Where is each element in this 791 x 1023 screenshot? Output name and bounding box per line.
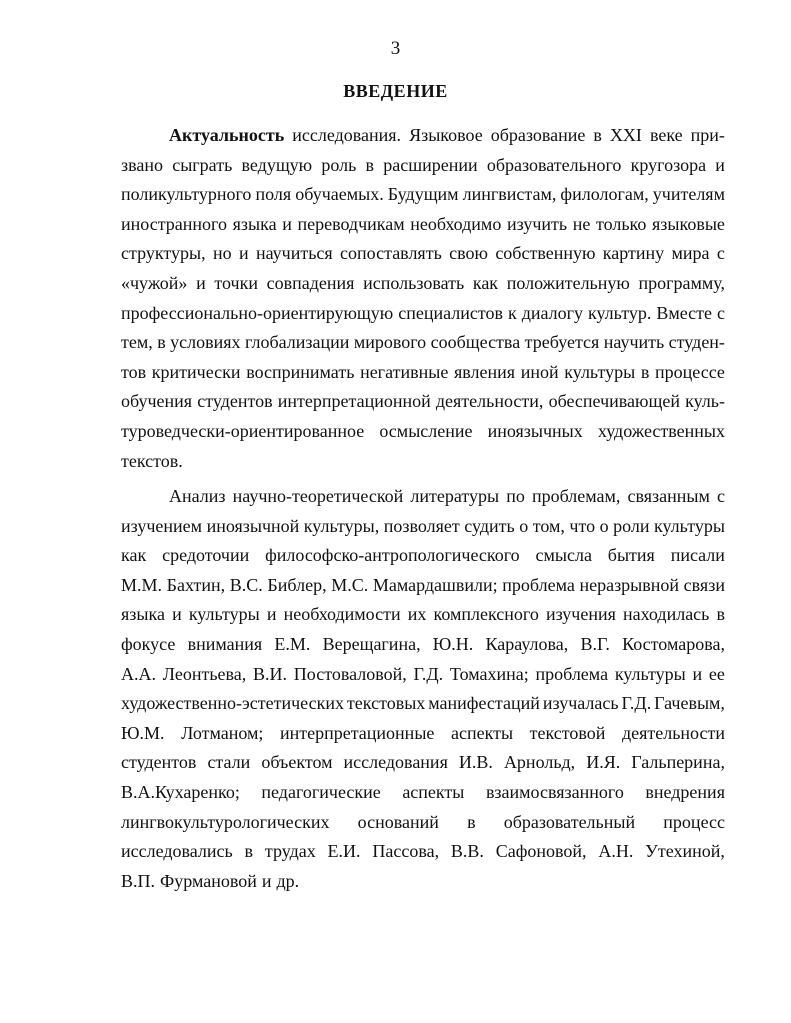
text-word: сопоставлять xyxy=(340,243,442,264)
text-word: философско-антропологического xyxy=(265,545,520,566)
text-word: совпадения xyxy=(266,272,355,293)
text-word: бытия xyxy=(607,545,655,566)
text-word: Г.Д. xyxy=(413,663,444,684)
text-word: культур. xyxy=(587,302,652,323)
text-word: образование xyxy=(490,125,586,145)
text-line xyxy=(121,630,725,660)
text-word: языка xyxy=(121,604,165,625)
text-word: внимания xyxy=(187,633,263,654)
text-word: студентов xyxy=(197,391,273,412)
text-word: условиях xyxy=(170,332,241,353)
text-line xyxy=(121,541,725,571)
text-word: лингвокультурологических xyxy=(121,811,330,832)
text-word: проблемам, xyxy=(531,486,621,506)
text-word: звано xyxy=(121,154,163,175)
text-word: поликультурного xyxy=(121,184,252,205)
text-word: воспринимать xyxy=(246,361,355,382)
text-word: лингвистам, xyxy=(462,184,557,205)
text-word: и xyxy=(172,604,182,625)
text-word: культуры, xyxy=(303,515,380,536)
text-line xyxy=(121,778,725,808)
text-word: педагогические xyxy=(261,781,381,802)
text-word: и xyxy=(715,154,725,175)
text-word: внедрения xyxy=(645,781,725,802)
text-line xyxy=(121,180,725,210)
text-word: А.Н. xyxy=(598,841,634,862)
text-word: профессионально-ориентирующую xyxy=(121,302,394,323)
text-word: И.Я. xyxy=(586,752,621,773)
text-word: в xyxy=(716,604,725,625)
text-word: оснований xyxy=(357,811,439,832)
text-word: изучения xyxy=(545,604,616,625)
text-word: с xyxy=(716,486,725,506)
text-word: связи xyxy=(683,574,725,595)
text-word: в xyxy=(467,811,476,832)
text-word: культуры xyxy=(614,663,686,684)
text-word: находилась xyxy=(623,604,710,625)
text-word: Фурмановой xyxy=(160,870,257,891)
text-line xyxy=(121,600,725,630)
text-line xyxy=(121,719,725,749)
text-word: иностранного xyxy=(121,213,227,234)
text-word: не xyxy=(572,213,591,234)
text-word: специалистов xyxy=(398,302,503,323)
text-word: комплексного xyxy=(433,604,539,625)
text-word: культуры xyxy=(188,604,260,625)
text-word: Сафоновой, xyxy=(495,841,587,862)
text-word: в xyxy=(593,125,602,145)
text-word: проблема xyxy=(502,574,575,595)
text-word: их xyxy=(407,604,427,625)
text-word: студентов xyxy=(121,752,197,773)
text-word: текстов. xyxy=(121,450,183,471)
text-word: М.С. xyxy=(331,574,369,595)
text-word: культуры xyxy=(653,515,725,536)
text-word: учителям xyxy=(652,184,725,205)
text-word: писали xyxy=(670,545,725,566)
text-word: смысла xyxy=(535,545,592,566)
text-word: ее xyxy=(708,663,725,684)
paragraph-relevance xyxy=(121,121,725,476)
text-word: Леонтьева, xyxy=(162,663,247,684)
text-word: явления xyxy=(453,361,516,382)
text-word: Е.М. xyxy=(274,633,311,654)
text-word: с xyxy=(716,243,725,264)
text-word: поля xyxy=(255,184,292,205)
text-word: Караулова, xyxy=(485,633,569,654)
text-word: манифестаций xyxy=(428,693,540,714)
text-word: языка xyxy=(232,213,277,234)
page-number: 3 xyxy=(390,38,401,59)
text-word: как xyxy=(121,545,147,566)
paragraph-literature-analysis xyxy=(121,482,725,896)
text-line xyxy=(121,299,725,329)
text-word: тов xyxy=(121,361,147,382)
text-word: культуры xyxy=(564,361,636,382)
text-word: Ю.Н. xyxy=(432,633,474,654)
text-line xyxy=(121,417,725,447)
text-word: В.Г. xyxy=(580,633,610,654)
text-word: В.В. xyxy=(450,841,484,862)
text-word: только xyxy=(595,213,647,234)
text-word: художественно-эстетических xyxy=(121,693,344,714)
text-line xyxy=(121,660,725,690)
text-word: сообщества xyxy=(430,332,521,353)
text-word: Анализ xyxy=(169,486,226,506)
text-word: Пассова, xyxy=(372,841,440,862)
text-word: необходимо xyxy=(410,213,502,234)
text-word: и xyxy=(692,663,703,684)
text-line xyxy=(121,482,725,512)
text-line xyxy=(121,210,725,240)
text-word: А.А. xyxy=(121,663,156,684)
text-word: как xyxy=(472,272,499,293)
text-word: негативные xyxy=(360,361,449,382)
text-word: исследовались xyxy=(121,841,233,862)
text-word: ведущую xyxy=(241,154,313,175)
text-word: требуется xyxy=(524,332,600,353)
text-word: трудах xyxy=(264,841,316,862)
text-line xyxy=(121,387,725,417)
text-word: В.А.Кухаренко; xyxy=(121,781,240,802)
text-word: кругозора xyxy=(630,154,707,175)
text-word: Будущим xyxy=(387,184,459,205)
text-word: веке xyxy=(649,125,683,145)
text-word: процессе xyxy=(655,361,725,382)
text-word: Мамардашвили; xyxy=(372,574,498,595)
text-word: Постоваловой, xyxy=(293,663,407,684)
text-line xyxy=(121,867,725,897)
text-line xyxy=(121,151,725,181)
text-word: иноязычной xyxy=(206,515,300,536)
text-word: Г.Д. xyxy=(621,693,652,714)
text-word: обеспечивающей xyxy=(548,391,680,412)
text-word: В.И. xyxy=(253,663,288,684)
text-word: переводчикам xyxy=(297,213,405,234)
text-word: глобализации xyxy=(245,332,350,353)
text-word: текстовой xyxy=(529,722,606,743)
text-word: научить xyxy=(603,332,665,353)
text-word: аспекты xyxy=(450,722,514,743)
text-word: исследования xyxy=(343,752,448,773)
text-word: В.П. xyxy=(121,870,156,891)
text-word: диалогу xyxy=(521,302,583,323)
text-line xyxy=(121,269,725,299)
text-line xyxy=(121,121,725,151)
text-word: критически xyxy=(151,361,241,382)
text-line xyxy=(121,447,725,477)
text-word: фокусе xyxy=(121,633,176,654)
text-word: к xyxy=(507,302,517,323)
text-word: XXI xyxy=(609,125,642,145)
text-line xyxy=(121,239,725,269)
text-word: стали xyxy=(207,752,251,773)
text-word: И.В. xyxy=(458,752,493,773)
text-word: в xyxy=(244,841,254,862)
text-word: Ю.М. xyxy=(121,722,165,743)
text-line xyxy=(121,808,725,838)
text-word: иноязычных xyxy=(487,420,583,441)
text-word: и xyxy=(238,243,249,264)
text-line xyxy=(121,328,725,358)
text-word: литературы xyxy=(410,486,500,506)
text-word: Бахтин, xyxy=(166,574,226,595)
text-line xyxy=(121,358,725,388)
text-word: в xyxy=(365,154,375,175)
text-word: и xyxy=(282,213,292,234)
text-word: Костомарова, xyxy=(622,633,725,654)
text-line xyxy=(121,689,725,719)
text-word: деятельности, xyxy=(435,391,544,412)
text-word: Е.И. xyxy=(327,841,361,862)
text-word: но xyxy=(212,243,232,264)
text-word: картину xyxy=(602,243,665,264)
text-word: В.С. xyxy=(229,574,263,595)
text-line xyxy=(121,748,725,778)
text-word: интерпретационной xyxy=(277,391,431,412)
text-word: положительную xyxy=(506,272,630,293)
text-word: собственную xyxy=(495,243,596,264)
text-word: Гачевым, xyxy=(654,693,725,714)
text-word: сыграть xyxy=(172,154,233,175)
text-word: неразрывной xyxy=(579,574,680,595)
text-line xyxy=(121,837,725,867)
text-word: Актуальность xyxy=(169,125,285,145)
text-word: исследования. xyxy=(292,125,402,145)
text-word: мира xyxy=(671,243,710,264)
text-word: Томахина; xyxy=(449,663,529,684)
text-word: что xyxy=(569,515,596,536)
text-word: и xyxy=(196,272,206,293)
text-word: по xyxy=(506,486,525,506)
text-line xyxy=(121,571,725,601)
text-word: судить xyxy=(464,515,515,536)
text-word: М.М. xyxy=(121,574,163,595)
text-word: Вместе xyxy=(656,302,712,323)
text-word: использовать xyxy=(363,272,465,293)
text-word: образовательного xyxy=(486,154,622,175)
text-word: изучением xyxy=(121,515,203,536)
text-word: процесс xyxy=(663,811,725,832)
text-word: точки xyxy=(214,272,258,293)
text-word: иной xyxy=(520,361,559,382)
text-word: Арнольд, xyxy=(503,752,576,773)
text-word: и xyxy=(266,604,277,625)
text-word: Библер, xyxy=(267,574,327,595)
text-word: при- xyxy=(690,125,725,145)
text-word: взаимосвязанного xyxy=(485,781,624,802)
text-word: тем, xyxy=(121,332,153,353)
text-word: о xyxy=(599,515,609,536)
text-word: том, xyxy=(532,515,565,536)
text-word: роли xyxy=(613,515,650,536)
section-heading: ВВЕДЕНИЕ xyxy=(343,81,448,101)
text-word: «чужой» xyxy=(121,272,188,293)
text-word: обучаемых. xyxy=(295,184,384,205)
text-word: расширении xyxy=(383,154,478,175)
text-word: с xyxy=(716,302,725,323)
text-word: позволяет xyxy=(383,515,460,536)
text-word: роль xyxy=(321,154,357,175)
text-word: в xyxy=(157,332,166,353)
text-word: Утехиной, xyxy=(645,841,725,862)
text-word: интерпретационные xyxy=(279,722,435,743)
text-word: в xyxy=(640,361,650,382)
text-word: мирового xyxy=(353,332,427,353)
text-word: Языковое xyxy=(409,125,483,145)
text-word: программу, xyxy=(638,272,725,293)
text-word: обучения xyxy=(121,391,193,412)
text-word: Лотманом; xyxy=(181,722,264,743)
text-word: филологам, xyxy=(560,184,649,205)
text-word: и xyxy=(261,870,272,891)
text-word: художественных xyxy=(597,420,725,441)
text-word: изучить xyxy=(506,213,568,234)
text-word: изучалась xyxy=(542,693,619,714)
text-word: структуры, xyxy=(121,243,206,264)
text-word: образовательный xyxy=(503,811,636,832)
text-line xyxy=(121,512,725,542)
text-word: научиться xyxy=(255,243,333,264)
text-word: проблема xyxy=(535,663,609,684)
text-word: текстовых xyxy=(346,693,426,714)
text-word: др. xyxy=(276,870,300,891)
text-word: связанным xyxy=(627,486,710,506)
text-word: о xyxy=(519,515,529,536)
text-word: средоточии xyxy=(162,545,250,566)
text-word: Верещагина, xyxy=(322,633,421,654)
text-word: необходимости xyxy=(283,604,401,625)
text-word: студен- xyxy=(668,332,725,353)
text-word: деятельности xyxy=(621,722,725,743)
text-word: объектом xyxy=(261,752,333,773)
text-word: Гальперина, xyxy=(631,752,725,773)
text-word: осмысление xyxy=(379,420,473,441)
text-word: куль- xyxy=(685,391,725,412)
text-word: научно-теоретической xyxy=(232,486,404,506)
text-word: аспекты xyxy=(402,781,465,802)
text-word: языковые xyxy=(652,213,725,234)
text-word: свою xyxy=(449,243,488,264)
text-word: туроведчески-ориентированное xyxy=(121,420,365,441)
